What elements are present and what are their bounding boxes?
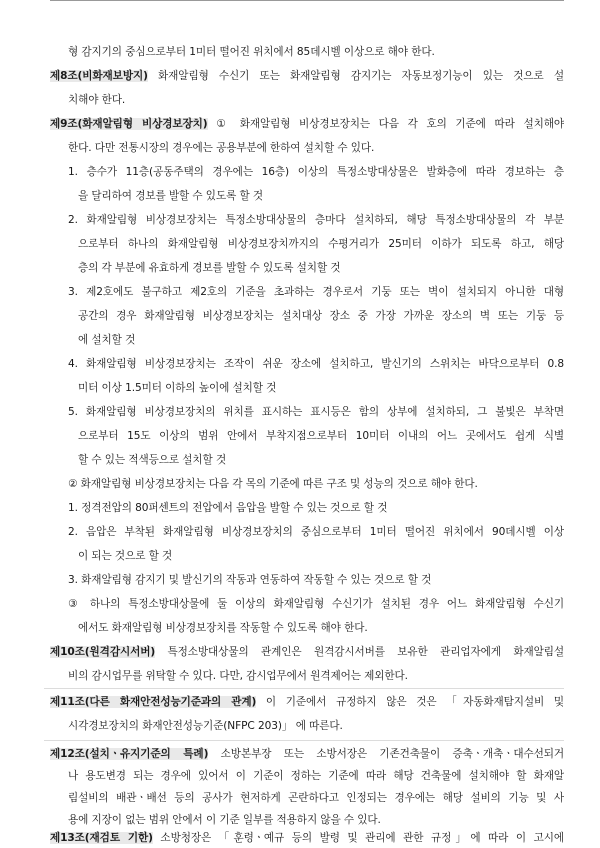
text-line: 한다. 다만 전통시장의 경우에는 공용부분에 한하여 설치할 수 있다. xyxy=(68,142,375,154)
article-11-heading: 제11조(다른 화재안전성능기준과의 관계) xyxy=(50,696,257,708)
text-line: 이 되는 것으로 할 것 xyxy=(78,550,173,562)
text-line: 공간의 경우 화재알림형 비상경보장치는 설치대상 장소 중 가장 가까운 장소의 벽 또는 기둥 등 xyxy=(78,310,564,322)
text-line: 을 달리하여 경보를 발할 수 있도록 할 것 xyxy=(78,190,264,202)
article-10-line xyxy=(50,642,564,662)
text-line: 이 기준에서 규정하지 않은 것은 「자동화재탐지설비 및 xyxy=(256,696,564,708)
list-item: 2. 음압은 부착된 화재알림형 비상경보장치의 중심으로부터 1미터 떨어진 위치에서 90데시벨 이상 xyxy=(68,526,564,538)
article-12-heading: 제12조(설치ㆍ유지기준의 특례) xyxy=(50,748,209,760)
text-line: 미터 이상 1.5미터 이하의 높이에 설치할 것 xyxy=(78,382,277,394)
list-item: 1. 층수가 11층(공동주택의 경우에는 16층) 이상의 특정소방대상물은 발화층에 따라 경보하는 층 xyxy=(68,166,564,178)
section-divider xyxy=(44,688,564,689)
text-line: 비의 감시업무를 위탁할 수 있다. 다만, 감시업무에서 원격제어는 제외한다. xyxy=(68,670,408,682)
list-item: 2. 화재알림형 비상경보장치는 특정소방대상물의 층마다 설치하되, 해당 특정소방대상물의 각 부분 xyxy=(68,214,564,226)
text-line: 에서도 화재알림형 비상경보장치를 작동할 수 있도록 해야 한다. xyxy=(78,622,368,634)
article-9-line xyxy=(50,114,564,134)
list-item: 1. 정격전압의 80퍼센트의 전압에서 음압을 발할 수 있는 것으로 할 것 xyxy=(68,502,388,514)
article-12-line xyxy=(50,744,564,764)
paragraph-3: ③ 하나의 특정소방대상물에 둘 이상의 화재알림형 수신기가 설치된 경우 어느 화재알림형 수신기 xyxy=(68,598,564,610)
article-8-heading: 제8조(비화재보방지) xyxy=(50,70,148,82)
text-line: ① 화재알림형 비상경보장치는 다음 각 호의 기준에 따라 설치해야 xyxy=(207,118,564,130)
text-line: 으로부터 하나의 화재알림형 비상경보장치까지의 수평거리가 25미터 이하가 되도록 하고, 해당 xyxy=(78,238,564,250)
text-line: 화재알림형 수신기 또는 화재알림형 감지기는 자동보정기능이 있는 것으로 설 xyxy=(147,70,564,82)
list-item: 5. 화재알림형 비상경보장치의 위치를 표시하는 표시등은 함의 상부에 설치하되, 그 불빛은 부착면 xyxy=(68,406,564,418)
text-line: 할 수 있는 적색등으로 설치할 것 xyxy=(78,454,227,466)
text-line: 림설비의 배관ㆍ배선 등의 공사가 현저하게 곤란하다고 인정되는 경우에는 해당 설비의 기능 및 사 xyxy=(68,792,564,804)
text-line: 소방청장은 「훈령ㆍ예규 등의 발령 및 관리에 관한 규정」에 따라 이 고시에 xyxy=(152,832,564,844)
article-13-line xyxy=(50,828,564,848)
top-rule xyxy=(50,0,564,1)
text-line: 에 설치할 것 xyxy=(78,334,136,346)
list-item: 3. 화재알림형 감지기 및 발신기의 작동과 연동하여 작동할 수 있는 것으로 할 것 xyxy=(68,574,432,586)
text-line: 층의 각 부분에 유효하게 경보를 발할 수 있도록 설치할 것 xyxy=(78,262,341,274)
document-page xyxy=(50,0,564,848)
article-11-line xyxy=(50,692,564,712)
list-item: 4. 화재알림형 비상경보장치는 조작이 쉬운 장소에 설치하고, 발신기의 스위치는 바닥으로부터 0.8 xyxy=(68,358,564,370)
list-item: 3. 제2호에도 불구하고 제2호의 기준을 초과하는 경우로서 기둥 또는 벽이 설치되지 아니한 대형 xyxy=(68,286,564,298)
text-line: 시각경보장치의 화재안전성능기준(NFPC 203)」 에 따른다. xyxy=(68,720,343,732)
text-line: 으로부터 15도 이상의 범위 안에서 부착지점으로부터 10미터 이내의 어느 곳에서도 쉽게 식별 xyxy=(78,430,564,442)
section-divider xyxy=(44,740,564,741)
text-line: 형 감지기의 중심으로부터 1미터 떨어진 위치에서 85데시벨 이상으로 해야 한다. xyxy=(68,46,435,58)
article-8-line xyxy=(50,66,564,86)
text-line: 치해야 한다. xyxy=(68,94,126,106)
paragraph-2: ② 화재알림형 비상경보장치는 다음 각 목의 기준에 따른 구조 및 성능의 것으로 해야 한다. xyxy=(68,478,478,490)
article-10-heading: 제10조(원격감시서버) xyxy=(50,646,156,658)
text-line: 특정소방대상물의 관계인은 원격감시서버를 보유한 관리업자에게 화재알림설 xyxy=(155,646,564,658)
text-line: 용에 지장이 없는 범위 안에서 이 기준 일부를 적용하지 않을 수 있다. xyxy=(68,814,381,826)
text-line: 나 용도변경 되는 경우에 있어서 이 기준이 정하는 기준에 따라 해당 건축물에 설치해야 할 화재알 xyxy=(68,770,564,782)
article-13-heading: 제13조(재검토 기한) xyxy=(50,832,153,844)
article-9-heading: 제9조(화재알림형 비상경보장치) xyxy=(50,118,208,130)
text-line: 소방본부장 또는 소방서장은 기존건축물이 증축ㆍ개축ㆍ대수선되거 xyxy=(208,748,564,760)
